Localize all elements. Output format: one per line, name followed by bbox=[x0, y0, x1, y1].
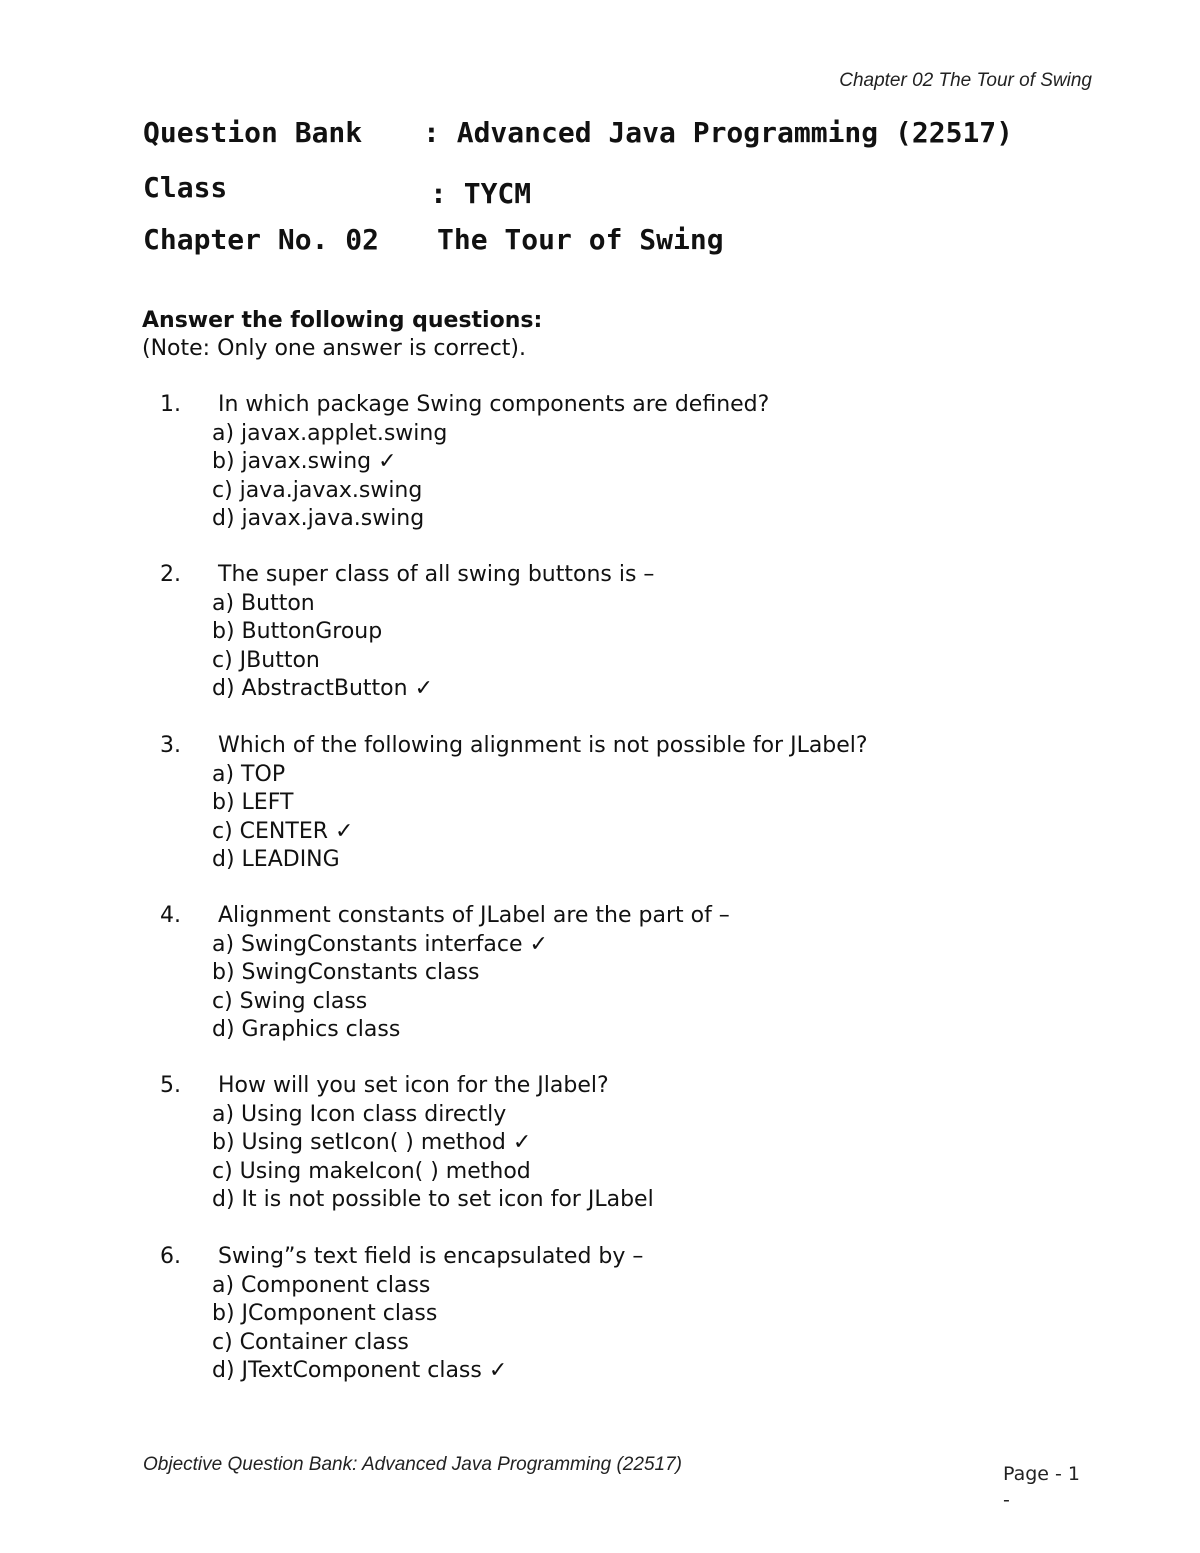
running-header: Chapter 02 The Tour of Swing bbox=[839, 70, 1092, 91]
question-1 bbox=[160, 391, 769, 534]
answer-option: a) javax.applet.swing bbox=[212, 420, 448, 446]
footer-document-title: Objective Question Bank: Advanced Java Programming (22517) bbox=[143, 1454, 682, 1475]
question-text: Alignment constants of JLabel are the part of – bbox=[218, 903, 730, 928]
answer-option: b) LEFT bbox=[212, 790, 294, 815]
answer-option: c) JButton bbox=[212, 647, 320, 673]
answer-option: c) Container class bbox=[212, 1329, 409, 1355]
question-number: 5. bbox=[160, 1073, 181, 1098]
answer-option: d) javax.java.swing bbox=[212, 506, 425, 531]
question-number: 4. bbox=[160, 903, 181, 928]
question-6 bbox=[160, 1243, 643, 1386]
question-text: Which of the following alignment is not possible for JLabel? bbox=[218, 733, 868, 758]
instructions-note: (Note: Only one answer is correct). bbox=[142, 336, 527, 361]
answer-option: a) TOP bbox=[212, 761, 286, 787]
answer-option: b) javax.swing ✓ bbox=[212, 449, 397, 474]
answer-option: c) java.javax.swing bbox=[212, 477, 423, 503]
answer-option: d) JTextComponent class ✓ bbox=[212, 1358, 508, 1383]
answer-option: a) Using Icon class directly bbox=[212, 1101, 507, 1127]
answer-option: a) Button bbox=[212, 590, 315, 616]
answer-option: d) AbstractButton ✓ bbox=[212, 676, 434, 701]
page-number-continuation: - bbox=[1003, 1489, 1010, 1511]
question-number: 3. bbox=[160, 733, 181, 758]
class-value: : TYCM bbox=[430, 177, 532, 210]
page-number-line: Page - 1 bbox=[1003, 1463, 1081, 1485]
question-5 bbox=[160, 1072, 654, 1215]
chapter-value: The Tour of Swing bbox=[437, 223, 724, 256]
question-text: Swing”s text field is encapsulated by – bbox=[218, 1244, 644, 1269]
answer-option: d) Graphics class bbox=[212, 1017, 401, 1042]
question-text: How will you set icon for the Jlabel? bbox=[218, 1073, 609, 1098]
answer-option: c) Using makeIcon( ) method bbox=[212, 1158, 531, 1184]
answer-option: d) It is not possible to set icon for JLabel bbox=[212, 1187, 654, 1212]
question-bank-value: : Advanced Java Programming (22517) bbox=[423, 116, 1014, 149]
answer-option: c) Swing class bbox=[212, 988, 368, 1014]
answer-option: b) SwingConstants class bbox=[212, 960, 480, 985]
question-number: 1. bbox=[160, 392, 181, 417]
answer-option: d) LEADING bbox=[212, 847, 340, 872]
answer-option: c) CENTER ✓ bbox=[212, 818, 354, 844]
answer-option: a) Component class bbox=[212, 1272, 431, 1298]
question-text: The super class of all swing buttons is – bbox=[218, 562, 655, 587]
question-2 bbox=[160, 561, 654, 704]
instructions bbox=[142, 307, 542, 363]
answer-option: b) JComponent class bbox=[212, 1301, 438, 1326]
instructions-heading: Answer the following questions: bbox=[142, 308, 543, 333]
question-bank-label: Question Bank bbox=[143, 116, 363, 149]
chapter-label: Chapter No. 02 bbox=[143, 223, 380, 256]
question-text: In which package Swing components are defined? bbox=[218, 392, 770, 417]
answer-option: b) ButtonGroup bbox=[212, 619, 383, 644]
question-number: 6. bbox=[160, 1244, 181, 1269]
question-3 bbox=[160, 732, 868, 875]
question-number: 2. bbox=[160, 562, 181, 587]
footer-page-number bbox=[1003, 1461, 1080, 1513]
answer-option: a) SwingConstants interface ✓ bbox=[212, 931, 548, 957]
answer-option: b) Using setIcon( ) method ✓ bbox=[212, 1130, 532, 1155]
question-4 bbox=[160, 902, 730, 1045]
class-label: Class bbox=[143, 171, 228, 204]
